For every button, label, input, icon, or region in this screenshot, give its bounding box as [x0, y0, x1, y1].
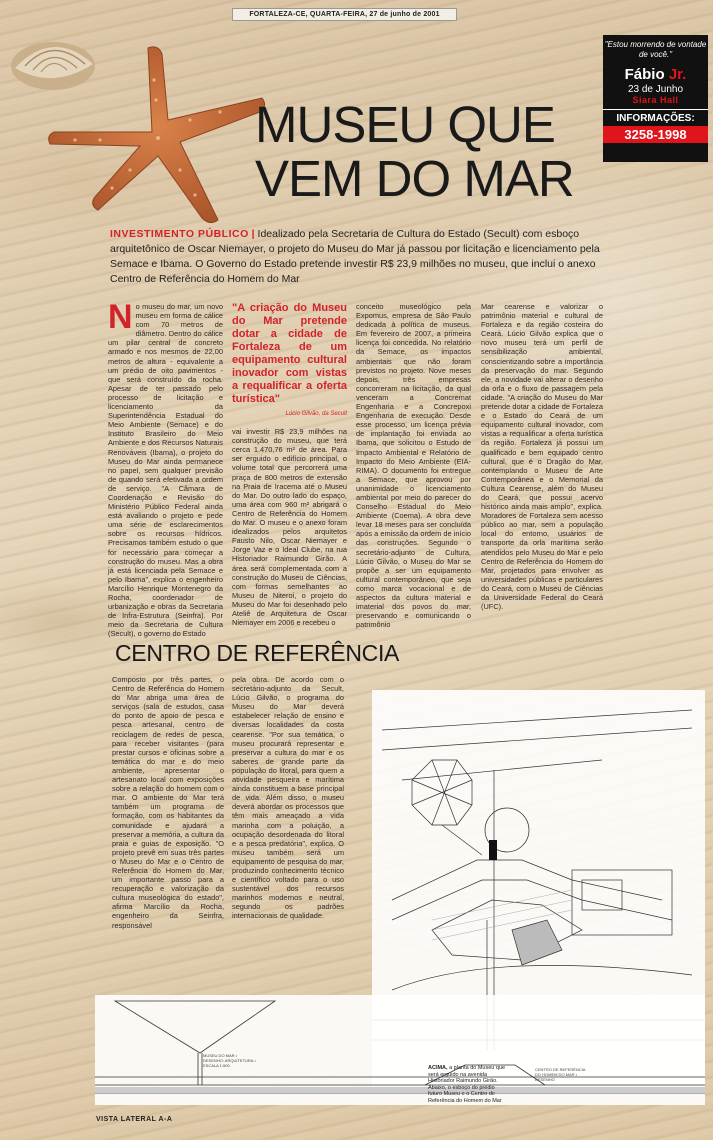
ad-quote: "Estou morrendo de vontade de você." [604, 40, 707, 59]
column-2 [232, 302, 347, 628]
title-line-1: MUSEU QUE [255, 96, 555, 153]
side-elevation-drawing [95, 995, 705, 1105]
ad-artist-first: Fábio [624, 66, 665, 83]
title-line-2: VEM DO MAR [255, 150, 574, 207]
section-subhead: CENTRO DE REFERÊNCIA [115, 640, 400, 666]
article-title [255, 98, 595, 206]
column-1-text: o museu do mar, um novo museu em forma de cálice com 70 metros de diâmetro. Dentro do cálice um pilar central de concreto armado e nos mesmos de 22,00 metros de altura - equivalente a um prédio de oito pavimentos - que será construído da rocha. Apesar de ter passado pelo processo de licitação e licenciamento da Superintendência Estadual do Meio Ambiente (Semace) e do Instituto Brasileiro do Meio Ambiente e dos Recursos Naturais Renováveis (Ibama), o projeto do Museu do Mar ainda permanece no papel, sem qualquer previsão de quando será efetivada a ordem de serviço. "A Câmara de Coordenação e Revisão do Ministério Público Federal ainda está avaliando o projeto e pede uma série de esclarecimentos sobre os recursos hídricos. Precisamos também estudo o que for necessário para começar a construção do museu. Mas a obra já está licenciada pela Semace e pelo Ibama", explica o engenheiro Marcílio Henrique Montenegro da Rocha, coordenador de urbanização e obras da Secretaria de Infra-Estrutura (Seinfra). Por meio da Secretaria de Cultura (Secult), o governo do Estado [108, 302, 223, 639]
ad-venue: Siara Hall [632, 95, 679, 105]
caption-label: ACIMA, [428, 1065, 448, 1071]
pull-quote: "A criação do Museu do Mar pretende dotar a cidade de Fortaleza de um equipamento cultural inovador com vistas a requalificar a oferta turística" [232, 302, 347, 405]
caption-text: a planta do Museu que será erguido na avenida Historiador Raimundo Girão. Abaixo, o esboço do prédio futuro Museu e o Centro de Referência do Homem do Mar [428, 1065, 506, 1104]
pull-quote-author: Lúcio Gilvão, da Secult [285, 411, 347, 417]
article-lead: INVESTIMENTO PÚBLICO | Idealizado pela Secretaria de Cultura do Estado (Secult) com esboço arquitetônico de Oscar Niemayer, o projeto do Museu do Mar já passou por licitação e licenciamento pela Semace e Ibama. O Governo do Estado pretende investir R$ 23,9 milhões no museu, que inclui o anexo Centro de Referência do Homem do Mar [110, 228, 600, 285]
elevation-label: VISTA LATERAL A-A [96, 1116, 173, 1123]
ad-artist-last: Jr. [668, 66, 687, 83]
page-header: FORTALEZA-CE, QUARTA-FEIRA, 27 de junho de 2001 [232, 8, 457, 21]
ad-phone: 3258-1998 [603, 126, 708, 143]
image-caption [428, 1065, 508, 1104]
column-2-text: vai investir R$ 23,9 milhões na construção do museu, que terá cerca 1.470,76 m² de área. Para ser erguido o edifício principal, o volume total que percorrerá uma praça de 800 metros de extensão na Praia de Iracema até o Museu do Mar. Do outro lado do espaço, uma área com 960 m² abrigará o Centro de Referência do Homem do Mar. O museu e o anexo foram idealizados pelos arquitetos Fausto Nilo, Oscar Niemayer e Jorge Vaz e o Ideal Clube, na rua Historiador Raimundo Girão. A área será complementada com a construção do Museu de Ciências, com formas semelhantes ao Museu de Niteroi, o projeto do Museu do Mar foi desenhado pelo Ateliê de Arquitetura de Oscar Niemayer em 2006 e recebeu o [232, 427, 347, 628]
column-5: Composto por três partes, o Centro de Referência do Homem do Mar abriga uma área de serviços (sala de estudos, casa do ponto de apoio de pesca e pesca artesanal, centro de reciclagem de redes de pesca, para receber visitantes (para prestar cursos e oficinas sobre a temática do mar e do meio ambiente, apresentar o artesanato local com exposições sobre a relação do homem com o mar. O ambiente do Mar terá também um programa de formação, com os habitantes da comunidade e ajudará a preservar a memória, a cultura da praia e guias de exposição. "O projeto prevê em suas três partes o Museu do Mar e o Centro de Referência do Homem do Mar, um importante passo para a recuperação e valorização da cultura museológica do estado", afirma Marcílio da Rocha, engenheiro da Seinfra, responsável [112, 675, 224, 930]
ad-artist [603, 66, 708, 83]
column-1 [108, 298, 223, 639]
drawing-legend-center: CENTRO DE REFERÊNCIA DO HOMEM DO MAR • DESENHO [535, 1067, 586, 1082]
ad-info-label: INFORMAÇÕES: [603, 109, 708, 124]
dropcap: N [108, 298, 133, 336]
starfish-image [40, 40, 270, 230]
column-3: conceito museológico pela Expomus, empresa de São Paulo dedicada à política de museus. Em fevereiro de 2007, a primeira licença foi concedida. No relatório da Semace, os impactos ambientais que não foram previstos no projeto. Nove meses depois, três empresas concorreram na licitação, da qual venceram a Concremat Engenharia e a Concrepoxi Engenharia de execução. Desde esse processo, um licença prévia de implantação foi enviada ao Ibama, que solicitou o Estudo de Impacto Ambiental e Relatório de Impacto do Meio Ambiente (EIA-RIMA). O documento foi entregue a Semace, que aprovou por unanimidade o licenciamento ambiental por meio do parecer do Conselho Estadual do Meio Ambiente (Coema). A obra deve levar 18 meses para ser concluída após a emissão da ordem de início das construções. Segundo o secretário-adjunto de Cultura, Lúcio Gilvão, o Museu do Mar se propõe a ser um equipamento cultural contemporâneo, que seja como marca vocacional e de aspectos da cultura material e imaterial dos povos do mar, preservando e comunicando o patrimônio [356, 302, 471, 630]
drawing-legend-museum: MUSEU DO MAR • DESENHO: ARQUITETURA • ESCALA 1:500 [203, 1053, 256, 1068]
column-4: Mar cearense e valorizar o patrimônio material e cultural de Fortaleza e da região costeira do Ceará. Lúcio Gilvão explica que o novo museu terá um perfil de sensibilização ambiental, conscientizando sobre a importância da preservação do mar. Segundo ele, a novidade vai alterar o desenho da orla e o fluxo de passagem pela cidade. "A criação do Museu do Mar pretende dotar a cidade de Fortaleza e o Estado do Ceará de um equipamento cultural inovador, com vistas a requalificar a oferta turística da região. Fortaleza já possui um qualificado e bem equipado centro cultural, que é o Dragão do Mar, contemplando o Museu de Arte Contemporânea e o Memorial da Cultura Cearense, além do Museu do Ceará, que possui acervo histórico ainda mais amplo", explica. Moradores de Fortaleza sem acesso público ao mar, sem a população local do entorno, usuários de transporte da orla marítima serão atendidos pelo Museu do Mar e pelo Centro de Referência do Homem do Mar, projetados para envolver as universidades públicas e particulares do Ceará, com o Museu de Ciências da Universidade Federal do Ceará (UFC). [481, 302, 603, 612]
lead-kicker: INVESTIMENTO PÚBLICO [110, 228, 249, 240]
column-6: pela obra. De acordo com o secretário-adjunto da Secult, Lúcio Gilvão, o programa do Museu do Mar deverá estabelecer relação de ensino e diversas localidades da costa cearense. "Por sua temática, o museu procurará representar e preservar a cultura do mar e os saberes de grande parte da população do litoral, para quem a atividade pesqueira e marítima ainda constituem a base principal de vida. Além disso, o museu deverá abordar os processos que têm mais ameaçado a vida marinha com a poluição, a ocupação desordenada do litoral e a pesca predatória", explica. O museu também será um equipamento de pesquisa do mar, produzindo conhecimento técnico e científico voltado para o uso sustentável dos recursos marinhos modernos e neutral, segundo os padrões internacionais de qualidade. [232, 675, 344, 921]
ad-date: 23 de Junho [627, 84, 684, 95]
lead-text: Idealizado pela Secretaria de Cultura do Estado (Secult) com esboço arquitetônico de Oscar Niemayer, o projeto do Museu do Mar já passou por licitação e licenciamento pela Semace e Ibama. O Governo do Estado pretende investir R$ 23,9 milhões no museu, que inclui o anexo Centro de Referência do Homem do Mar [110, 228, 600, 285]
concert-ad[interactable] [603, 35, 708, 162]
